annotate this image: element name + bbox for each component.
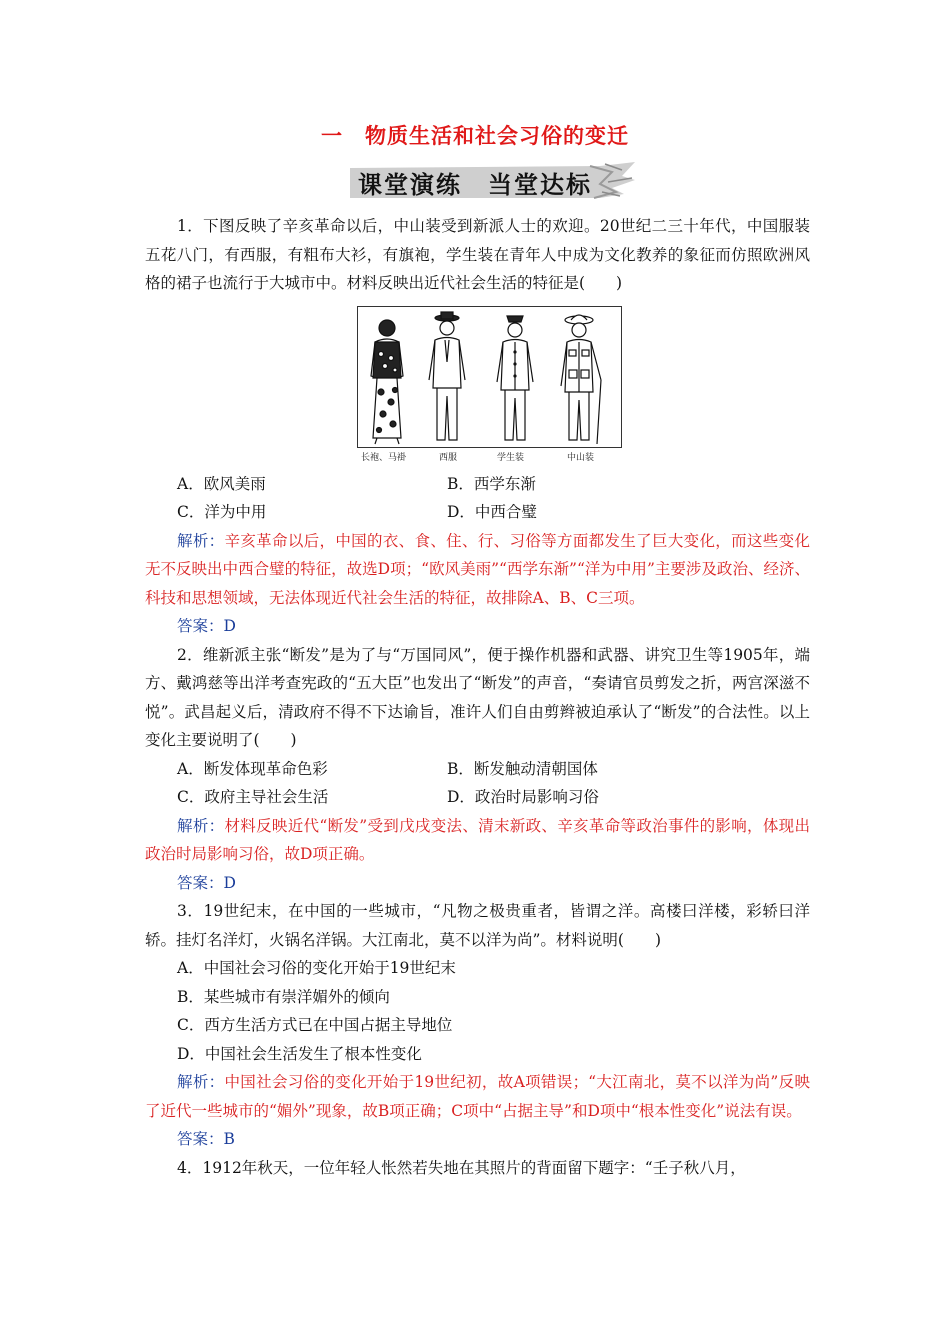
question-2-options-row-1 <box>145 755 810 784</box>
analysis-text: 材料反映近代“断发”受到戊戌变法、清末新政、辛亥革命等政治事件的影响，体现出政治时局影响习俗，故D项正确。 <box>145 816 810 863</box>
option-d: D．政治时局影响习俗 <box>447 788 599 806</box>
option-a: A．中国社会习俗的变化开始于19世纪末 <box>177 959 456 977</box>
question-2-analysis <box>145 812 810 869</box>
caption-long-gown: 长袍、马褂 <box>361 452 407 463</box>
question-1-options-row-2 <box>145 498 810 527</box>
clothing-figures-image <box>357 306 622 448</box>
question-2-stem: 2．维新派主张“断发”是为了与“万国同风”，便于操作机器和武器、讲究卫生等1905年，端方、戴鸿慈等出洋考查宪政的“五大臣”也发出了“断发”的声音，“奏请官员剪发之折，两宫深滋不悦”。武昌起义后，清政府不得不下达谕旨，准许人们自由剪辫被迫承认了“断发”的合法性。以上变化主要说明了( ) <box>145 645 810 749</box>
section-banner <box>350 162 640 202</box>
question-1-answer: 答案：D <box>177 617 236 635</box>
analysis-label: 解析： <box>177 1073 225 1091</box>
caption-zhongshan-suit: 中山装 <box>567 452 595 463</box>
question-3-answer: 答案：B <box>177 1130 235 1148</box>
caption-student-uniform: 学生装 <box>497 452 525 463</box>
question-1-options-row-1 <box>145 470 810 499</box>
question-2-options-row-2 <box>145 783 810 812</box>
question-1-stem: 1．下图反映了辛亥革命以后，中山装受到新派人士的欢迎。20世纪二三十年代，中国服装五花八门，有西服，有粗布大衫，有旗袍，学生装在青年人中成为文化教养的象征而仿照欧洲风格的裙子也流行于大城市中。材料反映出近代社会生活的特征是( ) <box>145 217 810 292</box>
option-b: B．西学东渐 <box>447 474 536 493</box>
option-a: A．欧风美雨 <box>177 474 266 493</box>
page-title: 一 物质生活和社会习俗的变迁 <box>321 123 629 148</box>
analysis-text: 辛亥革命以后，中国的衣、食、住、行、习俗等方面都发生了巨大变化，而这些变化无不反映出中西合璧的特征，故选D项；“欧风美雨”“西学东渐”“洋为中用”主要涉及政治、经济、科技和思想领域，无法体现近代社会生活的特征，故排除A、B、C三项。 <box>145 531 810 607</box>
banner-text: 课堂演练 当堂达标 <box>358 170 592 199</box>
option-d: D．中国社会生活发生了根本性变化 <box>177 1044 422 1063</box>
question-3-stem: 3．19世纪末，在中国的一些城市，“凡物之极贵重者，皆谓之洋。高楼曰洋楼，彩轿曰洋轿。挂灯名洋灯，火锅名洋锅。大江南北，莫不以洋为尚”。材料说明( ) <box>145 902 810 949</box>
clothing-illustration <box>357 306 622 466</box>
question-4-stem: 4．1912年秋天，一位年轻人怅然若失地在其照片的背面留下题字：“壬子秋八月， <box>177 1158 746 1177</box>
option-c: C．政府主导社会生活 <box>177 788 329 806</box>
option-d: D．中西合璧 <box>447 503 537 521</box>
option-b: B．某些城市有崇洋媚外的倾向 <box>177 987 390 1006</box>
option-c: C．西方生活方式已在中国占据主导地位 <box>177 1016 453 1034</box>
question-list <box>145 212 810 1182</box>
option-a: A．断发体现革命色彩 <box>177 759 328 778</box>
question-1-analysis <box>145 527 810 613</box>
option-c: C．洋为中用 <box>177 503 267 521</box>
question-2-answer: 答案：D <box>177 873 236 892</box>
option-b: B．断发触动清朝国体 <box>447 759 598 778</box>
caption-western-suit: 西服 <box>439 452 458 463</box>
analysis-label: 解析： <box>177 816 225 835</box>
analysis-label: 解析： <box>177 531 225 550</box>
question-3-analysis <box>145 1068 810 1125</box>
analysis-text: 中国社会习俗的变化开始于19世纪初，故A项错误；“大江南北，莫不以洋为尚”反映了近代一些城市的“媚外”现象，故B项正确；C项中“占据主导”和D项中“根本性变化”说法有误。 <box>145 1073 810 1120</box>
